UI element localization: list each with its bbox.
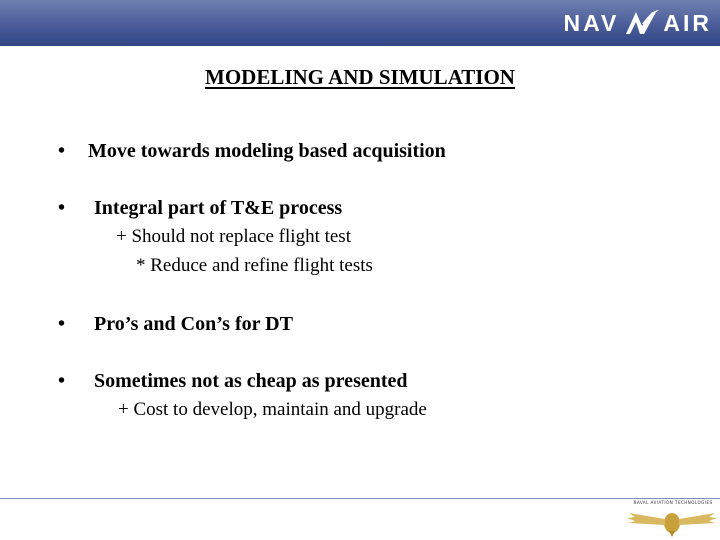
bullet-text: Sometimes not as cheap as presented	[94, 370, 408, 392]
footer-divider	[0, 498, 720, 499]
bullet-marker: •	[58, 140, 66, 162]
navair-logo	[500, 6, 712, 40]
logo-text-right: AIR	[663, 9, 712, 36]
bullet-marker: •	[58, 313, 66, 335]
sub-point: + Cost to develop, maintain and upgrade	[118, 399, 427, 420]
naval-aviator-wings-icon	[625, 505, 719, 539]
bullet-text: Move towards modeling based acquisition	[88, 140, 446, 162]
sub-point: * Reduce and refine flight tests	[136, 255, 373, 276]
header-bar	[0, 0, 720, 46]
bullet-text: Integral part of T&E process	[94, 197, 343, 219]
logo-text-left: NAV	[563, 9, 620, 36]
bullet-marker: •	[58, 197, 66, 219]
sub-point: + Should not replace flight test	[116, 226, 351, 247]
bullet-marker: •	[58, 370, 66, 392]
footer-caption: NAVAL AVIATION TECHNOLOGIES	[633, 500, 713, 505]
slide-title: MODELING AND SIMULATION	[205, 65, 515, 89]
bullet-text: Pro’s and Con’s for DT	[94, 313, 293, 335]
navair-wing-icon	[622, 6, 660, 40]
